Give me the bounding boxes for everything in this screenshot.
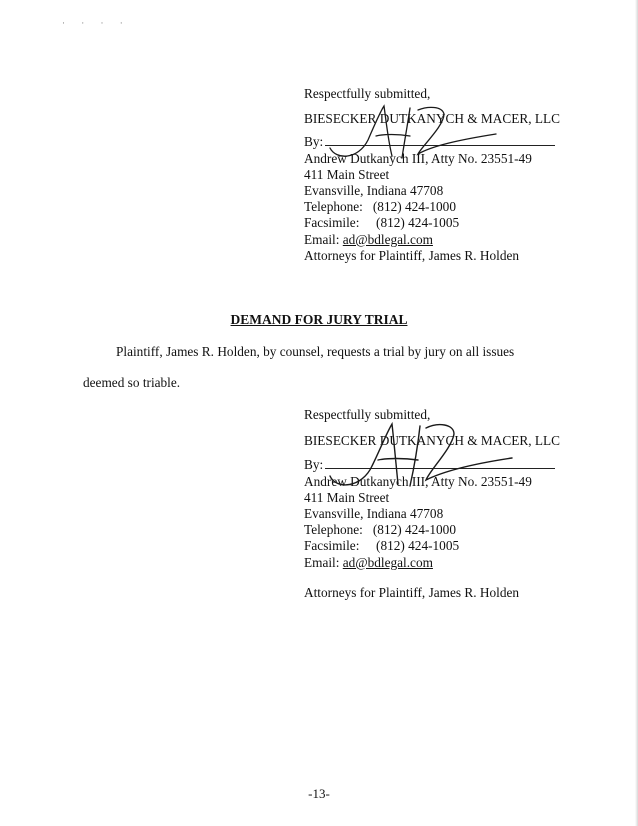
email-link[interactable]: ad@bdlegal.com: [342, 554, 433, 570]
signature-block-1: [304, 86, 560, 264]
email-label: Email:: [304, 231, 340, 247]
facsimile-value: (812) 424-1005: [376, 215, 460, 231]
demand-paragraph-line-1: Plaintiff, James R. Holden, by counsel, requests a trial by jury on all issues: [116, 344, 515, 359]
telephone-value: (812) 424-1000: [372, 199, 456, 215]
email-label: Email:: [304, 554, 340, 570]
email-line: [304, 555, 560, 571]
page-number: -13-: [308, 786, 330, 801]
street-address: 411 Main Street: [304, 166, 390, 182]
attorney-name: Andrew Dutkanych III, Atty No. 23551-49: [304, 150, 532, 166]
by-label: By:: [304, 134, 324, 150]
email-link[interactable]: ad@bdlegal.com: [342, 231, 433, 247]
demand-heading: DEMAND FOR JURY TRIAL: [230, 312, 408, 327]
closing-text: Respectfully submitted,: [304, 407, 431, 422]
attorneys-for: Attorneys for Plaintiff, James R. Holden: [304, 247, 520, 263]
firm-name: BIESECKER DUTKANYCH & MACER, LLC: [304, 111, 560, 127]
facsimile-value: (812) 424-1005: [376, 538, 460, 554]
signature-rule: [325, 468, 555, 469]
email-line: [304, 232, 560, 248]
signature-rule: [325, 145, 555, 146]
by-line: [304, 457, 560, 473]
facsimile-line: [304, 215, 560, 231]
scan-marks: · · · ·: [62, 18, 130, 28]
city-state-zip: Evansville, Indiana 47708: [304, 183, 444, 199]
facsimile-label: Facsimile:: [304, 215, 360, 231]
telephone-label: Telephone:: [304, 522, 363, 538]
signature-block-2: [304, 407, 560, 601]
demand-paragraph-line-2: deemed so triable.: [83, 375, 181, 390]
telephone-line: [304, 199, 560, 215]
attorney-name: Andrew Dutkanych III, Atty No. 23551-49: [304, 473, 532, 489]
closing-text: Respectfully submitted,: [304, 86, 431, 101]
telephone-line: [304, 522, 560, 538]
attorneys-for: Attorneys for Plaintiff, James R. Holden: [304, 584, 520, 600]
street-address: 411 Main Street: [304, 489, 390, 505]
city-state-zip: Evansville, Indiana 47708: [304, 506, 444, 522]
telephone-label: Telephone:: [304, 199, 363, 215]
facsimile-label: Facsimile:: [304, 538, 360, 554]
by-line: [304, 134, 560, 150]
telephone-value: (812) 424-1000: [372, 522, 456, 538]
firm-name: BIESECKER DUTKANYCH & MACER, LLC: [304, 433, 560, 449]
facsimile-line: [304, 538, 560, 554]
by-label: By:: [304, 457, 324, 473]
